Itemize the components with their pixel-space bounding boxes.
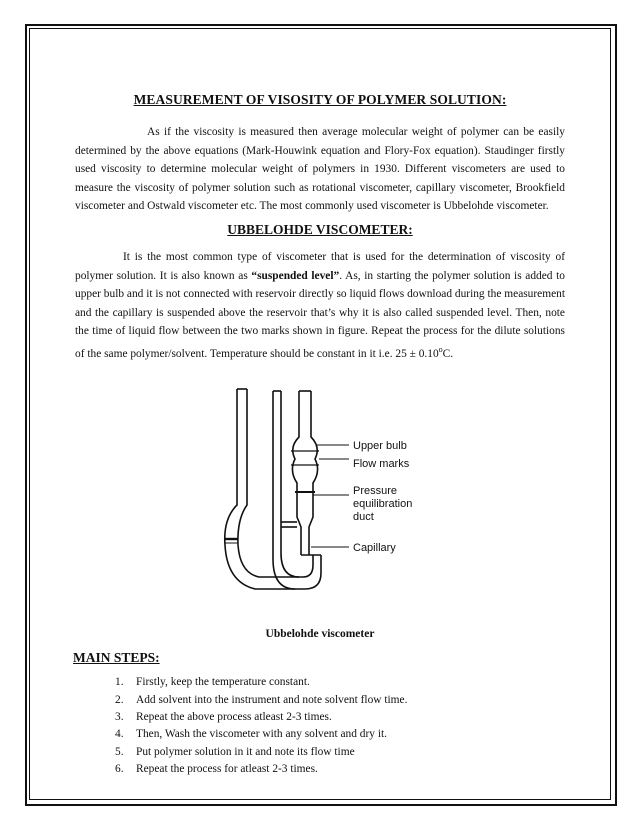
step-text: Firstly, keep the temperature constant. xyxy=(136,676,310,689)
steps-list xyxy=(75,674,565,778)
step-text: Add solvent into the instrument and note solvent flow time. xyxy=(136,693,408,706)
step-text: Put polymer solution in it and note its flow time xyxy=(136,745,355,758)
viscometer-figure xyxy=(75,377,565,627)
main-steps-title: MAIN STEPS: xyxy=(73,650,160,666)
step-number: 4. xyxy=(115,728,124,741)
section-title-measurement: MEASUREMENT OF VISOSITY OF POLYMER SOLUTION: xyxy=(133,92,507,107)
label-leaders xyxy=(311,445,349,547)
label-equilibration: equilibration xyxy=(353,498,413,511)
ubbelohde-text-2: . As, in starting the polymer solution is added to upper bulb and it is not connected with reservoir directly so liquid flows download during the measurement and the capillary is suspended above the reservoir that’s why it is also called suspended level. Then, note the time of liquid flow between the two marks shown in figure. Repeat the process for the dilute solutions of the same polymer/solvent. Temperature should be constant in it i.e. 25 ± 0.10 xyxy=(75,269,565,360)
ubbelohde-text-end: C. xyxy=(442,347,454,360)
step-item xyxy=(115,674,565,691)
step-number: 5. xyxy=(115,745,124,758)
ubbelohde-viscometer-diagram xyxy=(75,377,565,627)
step-number: 1. xyxy=(115,676,124,689)
ubbelohde-paragraph xyxy=(75,248,565,363)
step-number: 6. xyxy=(115,762,124,775)
ubbelohde-text-1: It is the most common type of viscometer that is used for the determination of viscosity of polymer solution. It is also known as xyxy=(75,250,565,282)
step-text: Then, Wash the viscometer with any solvent and dry it. xyxy=(136,728,387,741)
step-item xyxy=(115,761,565,778)
step-text: Repeat the process for atleast 2-3 times. xyxy=(136,762,318,775)
step-text: Repeat the above process atleast 2-3 times. xyxy=(136,710,332,723)
label-flow-marks: Flow marks xyxy=(353,458,410,471)
step-item xyxy=(115,744,565,761)
label-duct: duct xyxy=(353,511,374,524)
viscometer-drawing xyxy=(225,389,321,589)
degree-superscript: o xyxy=(438,344,443,354)
label-upper-bulb: Upper bulb xyxy=(353,440,407,453)
step-number: 3. xyxy=(115,710,124,723)
step-item xyxy=(115,726,565,743)
label-capillary: Capillary xyxy=(353,542,396,555)
document-body xyxy=(75,92,565,778)
figure-caption: Ubbelohde viscometer xyxy=(265,628,375,641)
step-item xyxy=(115,692,565,709)
section-title-ubbelohde: UBBELOHDE VISCOMETER: xyxy=(227,221,413,237)
suspended-level-term: “suspended level” xyxy=(251,269,340,282)
label-pressure: Pressure xyxy=(353,485,398,498)
step-item xyxy=(115,709,565,726)
step-number: 2. xyxy=(115,693,124,706)
measurement-paragraph: As if the viscosity is measured then average molecular weight of polymer can be easily determined by the above equations (Mark-Houwink equation and Flory-Fox equation). Staudinger firstly used viscosity to determine molecular weight of polymers in 1930. Different viscometers are used to measure the viscosity of polymer solution such as rotational viscometer, capillary viscometer, Brookfield viscometer and Ostwald viscometer etc. The most commonly used viscometer is Ubbelohde viscometer. xyxy=(75,126,565,213)
